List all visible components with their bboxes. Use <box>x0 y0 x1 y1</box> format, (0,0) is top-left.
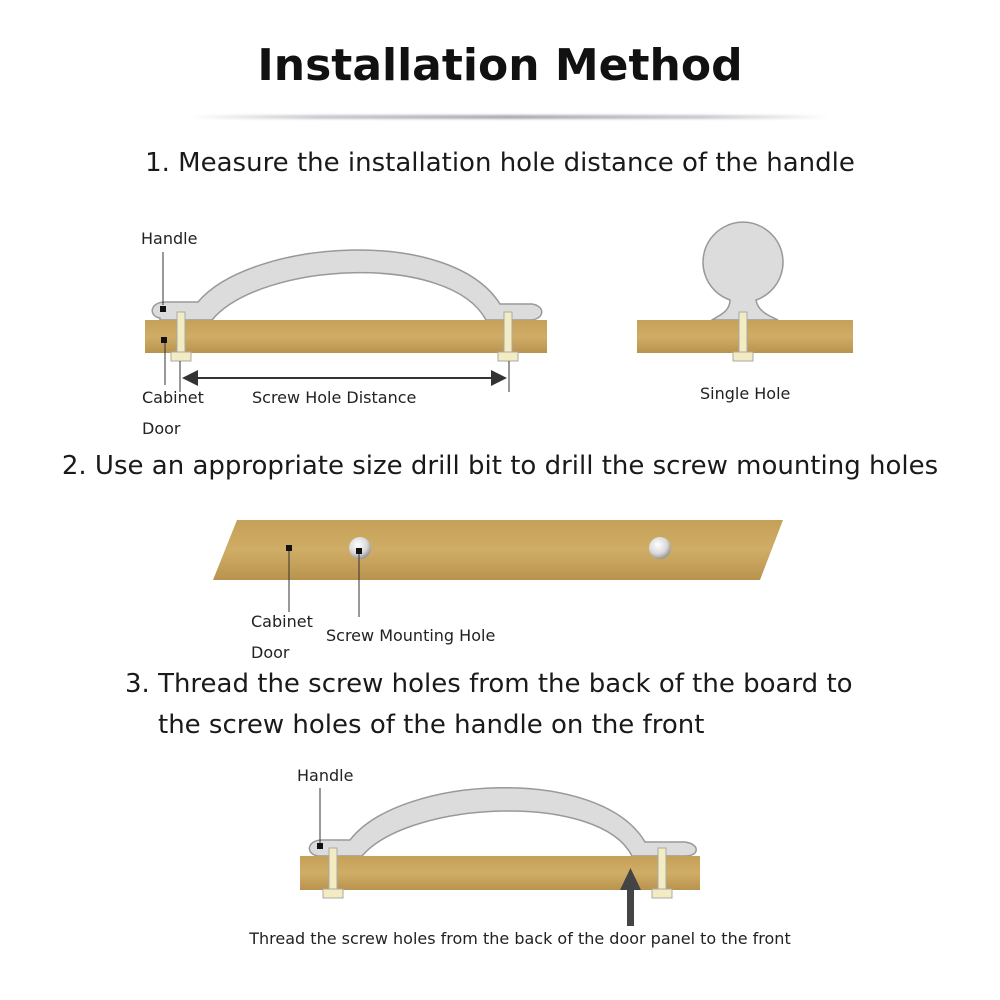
mounting-hole-right <box>649 537 671 559</box>
page-title: Installation Method <box>257 40 743 91</box>
label-handle-3: Handle <box>297 766 354 785</box>
label-single-hole: Single Hole <box>700 384 791 403</box>
drill-diagram <box>213 520 783 617</box>
board-perspective <box>213 520 783 580</box>
cabinet-door-board <box>145 320 547 353</box>
label-screw-mounting-hole: Screw Mounting Hole <box>326 626 496 645</box>
knob-diagram <box>637 222 853 361</box>
step-1-text: 1. Measure the installation hole distance of the handle <box>145 148 855 178</box>
label-door-2: Door <box>251 643 290 662</box>
caption-thread: Thread the screw holes from the back of the door panel to the front <box>249 929 791 948</box>
step-2-text: 2. Use an appropriate size drill bit to drill the screw mounting holes <box>61 451 939 481</box>
step-3-text-line1: 3. Thread the screw holes from the back of the board to <box>125 669 853 699</box>
label-cabinet: Cabinet <box>142 388 204 407</box>
label-door: Door <box>142 419 181 438</box>
label-handle: Handle <box>141 229 198 248</box>
handle-diagram-3 <box>300 788 700 926</box>
knob-shape <box>703 222 783 320</box>
step-3-text-line2: the screw holes of the handle on the front <box>158 710 705 740</box>
label-screw-hole-distance: Screw Hole Distance <box>252 388 417 407</box>
handle-diagram-1 <box>145 250 547 392</box>
label-cabinet-2: Cabinet <box>251 612 313 631</box>
